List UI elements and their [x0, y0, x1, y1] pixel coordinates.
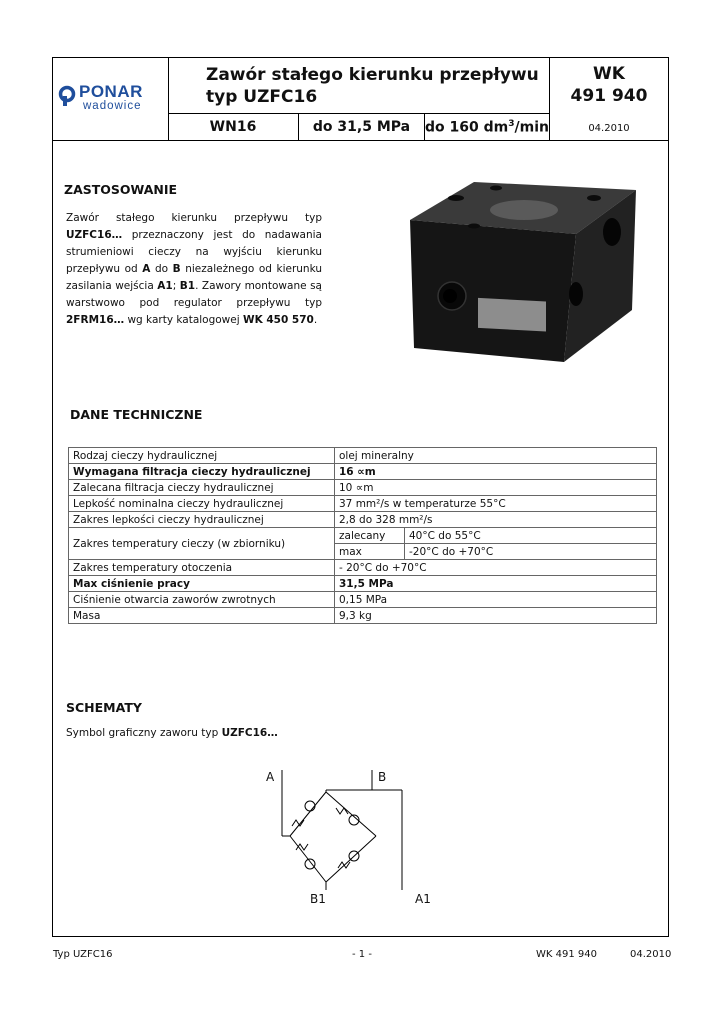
- title-line-2: typ UZFC16: [206, 87, 318, 107]
- wk-cell: [550, 58, 668, 140]
- table-row: Wymagana filtracja cieczy hydraulicznej 16 ∝m: [69, 464, 657, 480]
- size-cell: [168, 114, 299, 140]
- zastosowanie-heading: ZASTOSOWANIE: [64, 182, 178, 197]
- hydraulic-symbol-diagram: [262, 768, 442, 908]
- zastosowanie-text: Zawór stałego kierunku przepływu typ UZFC16… przeznaczony jest do nadawania strumieniowi cieczy na wyjściu kierunku przepływu od A do B niezależnego od kierunku zasilania wejścia A1; B1. Zawory montowane są warstwowo pod regulator przepływu typ 2FRM16… wg karty katalogowej WK 450 570.: [66, 212, 323, 326]
- schematy-heading: SCHEMATY: [66, 700, 142, 715]
- max-pressure: do 31,5 MPa: [312, 119, 411, 135]
- footer-wk: WK 491 940: [536, 949, 597, 960]
- nominal-size: WN16: [209, 119, 257, 135]
- schematy-caption: Symbol graficzny zaworu typ UZFC16…: [66, 727, 278, 739]
- footer-page-number: - 1 -: [352, 949, 372, 960]
- logo-sub: wadowice: [83, 100, 142, 112]
- title-cell: [168, 58, 550, 114]
- flow-suffix: /min: [514, 119, 549, 136]
- footer-left: Typ UZFC16: [53, 949, 113, 960]
- logo-cell: [53, 58, 169, 140]
- table-row: Rodzaj cieczy hydraulicznej olej mineralny: [69, 448, 657, 464]
- pressure-cell: [299, 114, 425, 140]
- table-row: Ciśnienie otwarcia zaworów zwrotnych 0,15 MPa: [69, 592, 657, 608]
- table-row: max -20°C do +70°C: [69, 544, 657, 560]
- port-b1-label: B1: [310, 892, 326, 906]
- title-line-1: Zawór stałego kierunku przepływu: [206, 65, 539, 85]
- product-photo-image: [404, 170, 636, 362]
- table-row: Zakres temperatury cieczy (w zbiorniku) zalecany 40°C do 55°C: [69, 528, 657, 544]
- document-title: [206, 64, 539, 108]
- wk-number: [550, 63, 668, 107]
- table-row: Lepkość nominalna cieczy hydraulicznej 37 mm²/s w temperaturze 55°C: [69, 496, 657, 512]
- flow-cell: [425, 114, 550, 140]
- header-block: [53, 58, 668, 141]
- logo-brand: PONAR: [79, 82, 143, 101]
- wk-line-1: WK: [593, 64, 625, 84]
- max-flow: [425, 119, 549, 136]
- technical-data-table: [68, 447, 657, 624]
- flow-prefix: do 160 dm: [425, 119, 509, 136]
- header-date: 04.2010: [588, 123, 630, 134]
- table-row: Zakres temperatury otoczenia - 20°C do +70°C: [69, 560, 657, 576]
- dane-heading: DANE TECHNICZNE: [70, 407, 203, 422]
- port-a-label: A: [266, 770, 275, 784]
- port-a1-label: A1: [415, 892, 431, 906]
- table-row: Max ciśnienie pracy 31,5 MPa: [69, 576, 657, 592]
- port-b-label: B: [378, 770, 387, 784]
- table-row: Zalecana filtracja cieczy hydraulicznej 10 ∝m: [69, 480, 657, 496]
- table-row: Zakres lepkości cieczy hydraulicznej 2,8 do 328 mm²/s: [69, 512, 657, 528]
- table-row: Masa 9,3 kg: [69, 608, 657, 624]
- flow-sup: 3: [508, 118, 515, 129]
- footer-date: 04.2010: [630, 949, 672, 960]
- wk-line-2: 491 940: [570, 86, 648, 106]
